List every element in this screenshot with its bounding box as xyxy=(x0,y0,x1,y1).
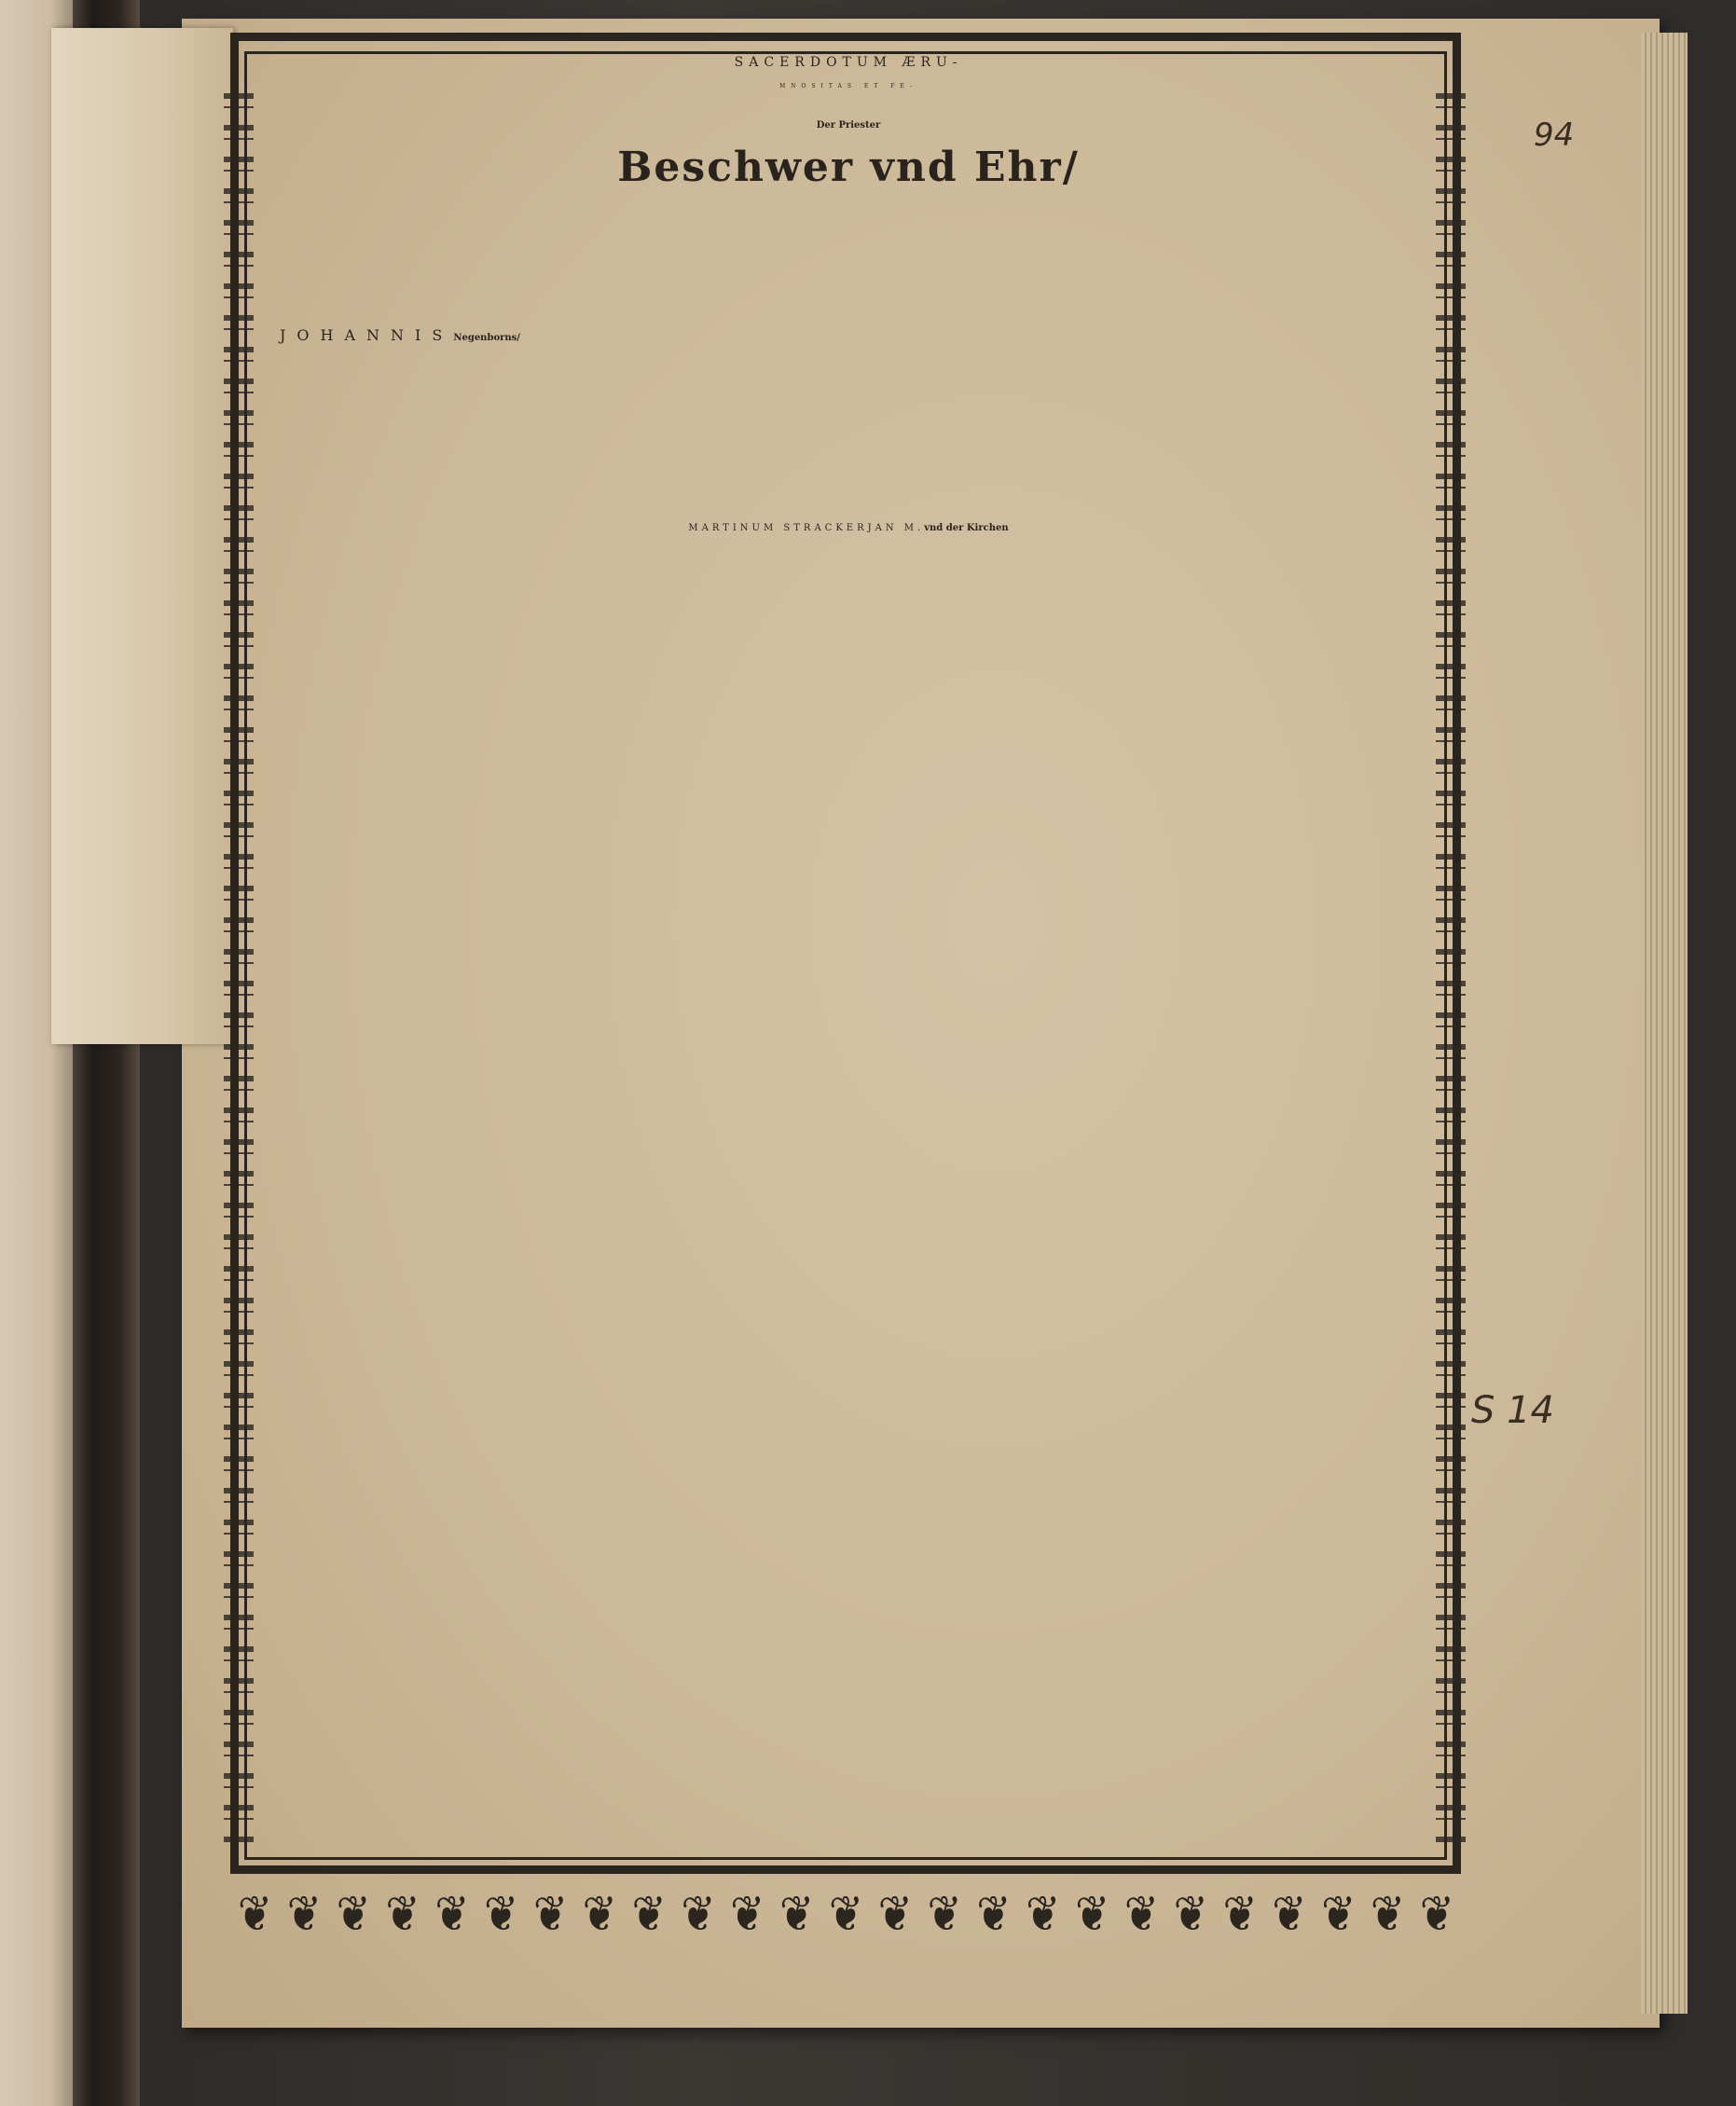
ornament-glyph: ❦ xyxy=(385,1885,420,1943)
title-line-2: MNOSITAS ET FE- xyxy=(779,83,917,89)
ornament-glyph: ❦ xyxy=(1272,1885,1307,1943)
ornament-glyph: ❦ xyxy=(1173,1885,1208,1943)
ornament-glyph: ❦ xyxy=(582,1885,617,1943)
ornament-glyph: ❦ xyxy=(976,1885,1012,1943)
ornament-glyph: ❦ xyxy=(532,1885,568,1943)
marginal-page-number: 94 xyxy=(1534,117,1575,154)
title-text-block xyxy=(266,56,1431,576)
ornament-glyph: ❦ xyxy=(927,1885,962,1943)
ornament-glyph: ❦ xyxy=(1321,1885,1357,1943)
ornament-glyph: ❦ xyxy=(1123,1885,1159,1943)
ornament-glyph: ❦ xyxy=(1222,1885,1258,1943)
ornament-glyph: ❦ xyxy=(1371,1885,1405,1943)
bottom-ornament-row xyxy=(238,1881,1454,1947)
ornament-glyph: ❦ xyxy=(730,1885,765,1943)
ornament-glyph: ❦ xyxy=(336,1885,371,1943)
name-line xyxy=(266,328,1431,343)
ornament-glyph: ❦ xyxy=(779,1885,814,1943)
beschwer-line: Beschwer vnd Ehr/ xyxy=(617,144,1080,191)
author-caps: MARTINUM STRACKERJAN M. xyxy=(688,523,925,533)
ornament-glyph: ❦ xyxy=(434,1885,470,1943)
right-border-ornament xyxy=(1436,93,1466,1846)
ornament-glyph: ❦ xyxy=(681,1885,716,1943)
author-rest: vnd der Kirchen xyxy=(924,523,1009,533)
ornament-glyph: ❦ xyxy=(1075,1885,1109,1943)
page-edges xyxy=(1641,33,1688,2014)
ornament-glyph: ❦ xyxy=(238,1885,272,1943)
ornament-glyph: ❦ xyxy=(484,1885,519,1943)
left-border-ornament xyxy=(224,93,254,1846)
name-rest: Negenborns/ xyxy=(453,333,520,343)
binding-strip xyxy=(51,28,233,1044)
ornament-glyph: ❦ xyxy=(828,1885,863,1943)
ornament-glyph: ❦ xyxy=(877,1885,913,1943)
der-priester-line: Der Priester xyxy=(816,120,881,131)
title-line-1: SACERDOTUM ÆRU- xyxy=(734,55,963,70)
ornament-glyph: ❦ xyxy=(1026,1885,1061,1943)
ornament-glyph: ❦ xyxy=(286,1885,322,1943)
author-line xyxy=(266,524,1431,533)
ornament-glyph: ❦ xyxy=(631,1885,667,1943)
name-caps: JOHANNIS xyxy=(280,326,454,344)
ornament-glyph: ❦ xyxy=(1419,1885,1454,1943)
marginal-shelfmark: S 14 xyxy=(1471,1389,1555,1432)
